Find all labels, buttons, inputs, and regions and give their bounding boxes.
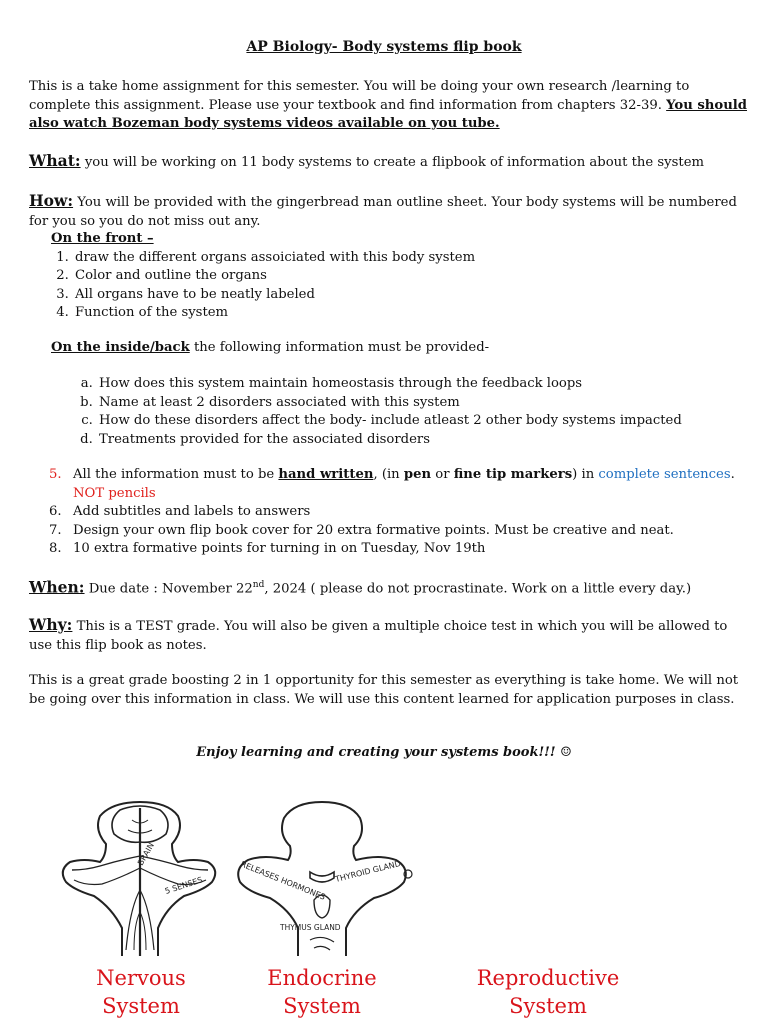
item-number: 6. — [49, 504, 62, 519]
fine-tip-text: fine tip markers — [453, 467, 573, 482]
how-text: You will be provided with the gingerbread man outline sheet. Your body systems will be numbered for you so you do not miss out any. — [29, 195, 737, 229]
list-item: 4. Function of the system — [73, 304, 747, 323]
requirements-list — [29, 466, 747, 559]
intro-bold-text: You should also watch Bozeman body systems videos available on you tube. — [29, 97, 748, 131]
list-item — [29, 503, 747, 522]
system-line: Reproductive — [476, 966, 620, 990]
system-label-endocrine — [237, 964, 407, 1020]
inside-intro — [29, 339, 747, 358]
closing-text: Enjoy learning and creating your systems book!!! — [196, 745, 556, 760]
system-line: Endocrine — [267, 966, 377, 990]
what-text: you will be working on 11 body systems to create a flipbook of information about the system — [84, 155, 705, 170]
inside-list-block — [29, 375, 747, 449]
senses-label: 5 SENSES — [163, 875, 204, 896]
inside-section — [29, 339, 747, 358]
item-text: 10 extra formative points for turning in on Tuesday, Nov 19th — [73, 541, 486, 556]
item-text: ) in — [572, 467, 599, 482]
list-item — [29, 540, 747, 559]
not-pencils-note: NOT pencils — [73, 485, 156, 501]
item-text: Add subtitles and labels to answers — [73, 504, 311, 519]
list-item: a. How does this system maintain homeostasis through the feedback loops — [97, 375, 747, 394]
system-line: System — [283, 994, 361, 1018]
system-label-reproductive — [463, 964, 633, 1020]
system-line: System — [509, 994, 587, 1018]
system-line: System — [102, 994, 180, 1018]
page-title: AP Biology- Body systems flip book — [246, 39, 522, 55]
list-item: b. Name at least 2 disorders associated with this system — [97, 394, 747, 413]
item-text: , (in — [373, 467, 404, 482]
list-item: 3. All organs have to be neatly labeled — [73, 286, 747, 305]
what-section — [29, 152, 747, 173]
item-text: . — [730, 467, 735, 482]
complete-sentences-text: complete sentences — [598, 467, 731, 482]
when-label: When: — [29, 577, 85, 597]
why-section — [29, 616, 747, 655]
thymus-label: THYMUS GLAND — [280, 923, 341, 932]
intro-paragraph — [29, 78, 747, 134]
smiley-icon: ☺ — [560, 745, 572, 760]
when-section — [29, 576, 747, 599]
item-text: or — [431, 467, 454, 482]
list-item: 1. draw the different organs assoiciated with this body system — [73, 249, 747, 268]
why-text: This is a TEST grade. You will also be given a multiple choice test in which you will be allowed to use this flip book as notes. — [29, 619, 728, 653]
inside-heading: On the inside/back — [51, 340, 190, 355]
what-label: What: — [29, 151, 81, 170]
item-number: 8. — [49, 541, 62, 556]
system-label-nervous — [56, 964, 226, 1020]
system-line: Nervous — [96, 966, 186, 990]
why-label: Why: — [29, 615, 73, 634]
hand-written-text: hand written — [278, 467, 374, 482]
list-item: 2. Color and outline the organs — [73, 267, 747, 286]
brain-label: BRAIN — [135, 841, 157, 867]
inside-list — [29, 375, 747, 449]
nervous-system-figure — [50, 800, 230, 956]
boost-paragraph: This is a great grade boosting 2 in 1 opportunity for this semester as everything is take home. We will not be going over this information in class. We will use this content learned for application purposes in class. — [29, 673, 739, 707]
item-number: 5. — [49, 467, 62, 482]
when-text-after: , 2024 ( please do not procrastinate. Work on a little every day.) — [264, 581, 692, 597]
item-text: All the information must to be — [73, 467, 279, 482]
when-text-before: Due date : November 22 — [88, 581, 253, 597]
item-text: Design your own flip book cover for 20 extra formative points. Must be creative and neat. — [73, 522, 674, 538]
endocrine-system-figure — [230, 800, 420, 956]
when-sup: nd — [252, 580, 265, 590]
front-section — [29, 230, 747, 323]
list-item — [29, 466, 747, 503]
pen-text: pen — [403, 467, 432, 482]
list-item: d. Treatments provided for the associated disorders — [97, 431, 747, 450]
thyroid-label: THYROID GLAND — [334, 858, 402, 884]
list-item — [29, 522, 747, 541]
inside-text: the following information must be provided- — [193, 340, 490, 355]
how-label: How: — [29, 191, 74, 210]
front-list — [29, 249, 747, 323]
front-heading: On the front – — [51, 231, 154, 246]
intro-text: This is a take home assignment for this semester. You will be doing your own research /learning to complete this assignment. Please use your textbook and find information from chapters 32-39. — [29, 79, 690, 113]
item-number: 7. — [49, 522, 62, 538]
closing-line — [0, 744, 768, 763]
how-section — [29, 192, 747, 231]
releases-hormones-label: RELEASES HORMONES — [239, 859, 327, 902]
list-item: c. How do these disorders affect the body- include atleast 2 other body systems impacted — [97, 412, 747, 431]
